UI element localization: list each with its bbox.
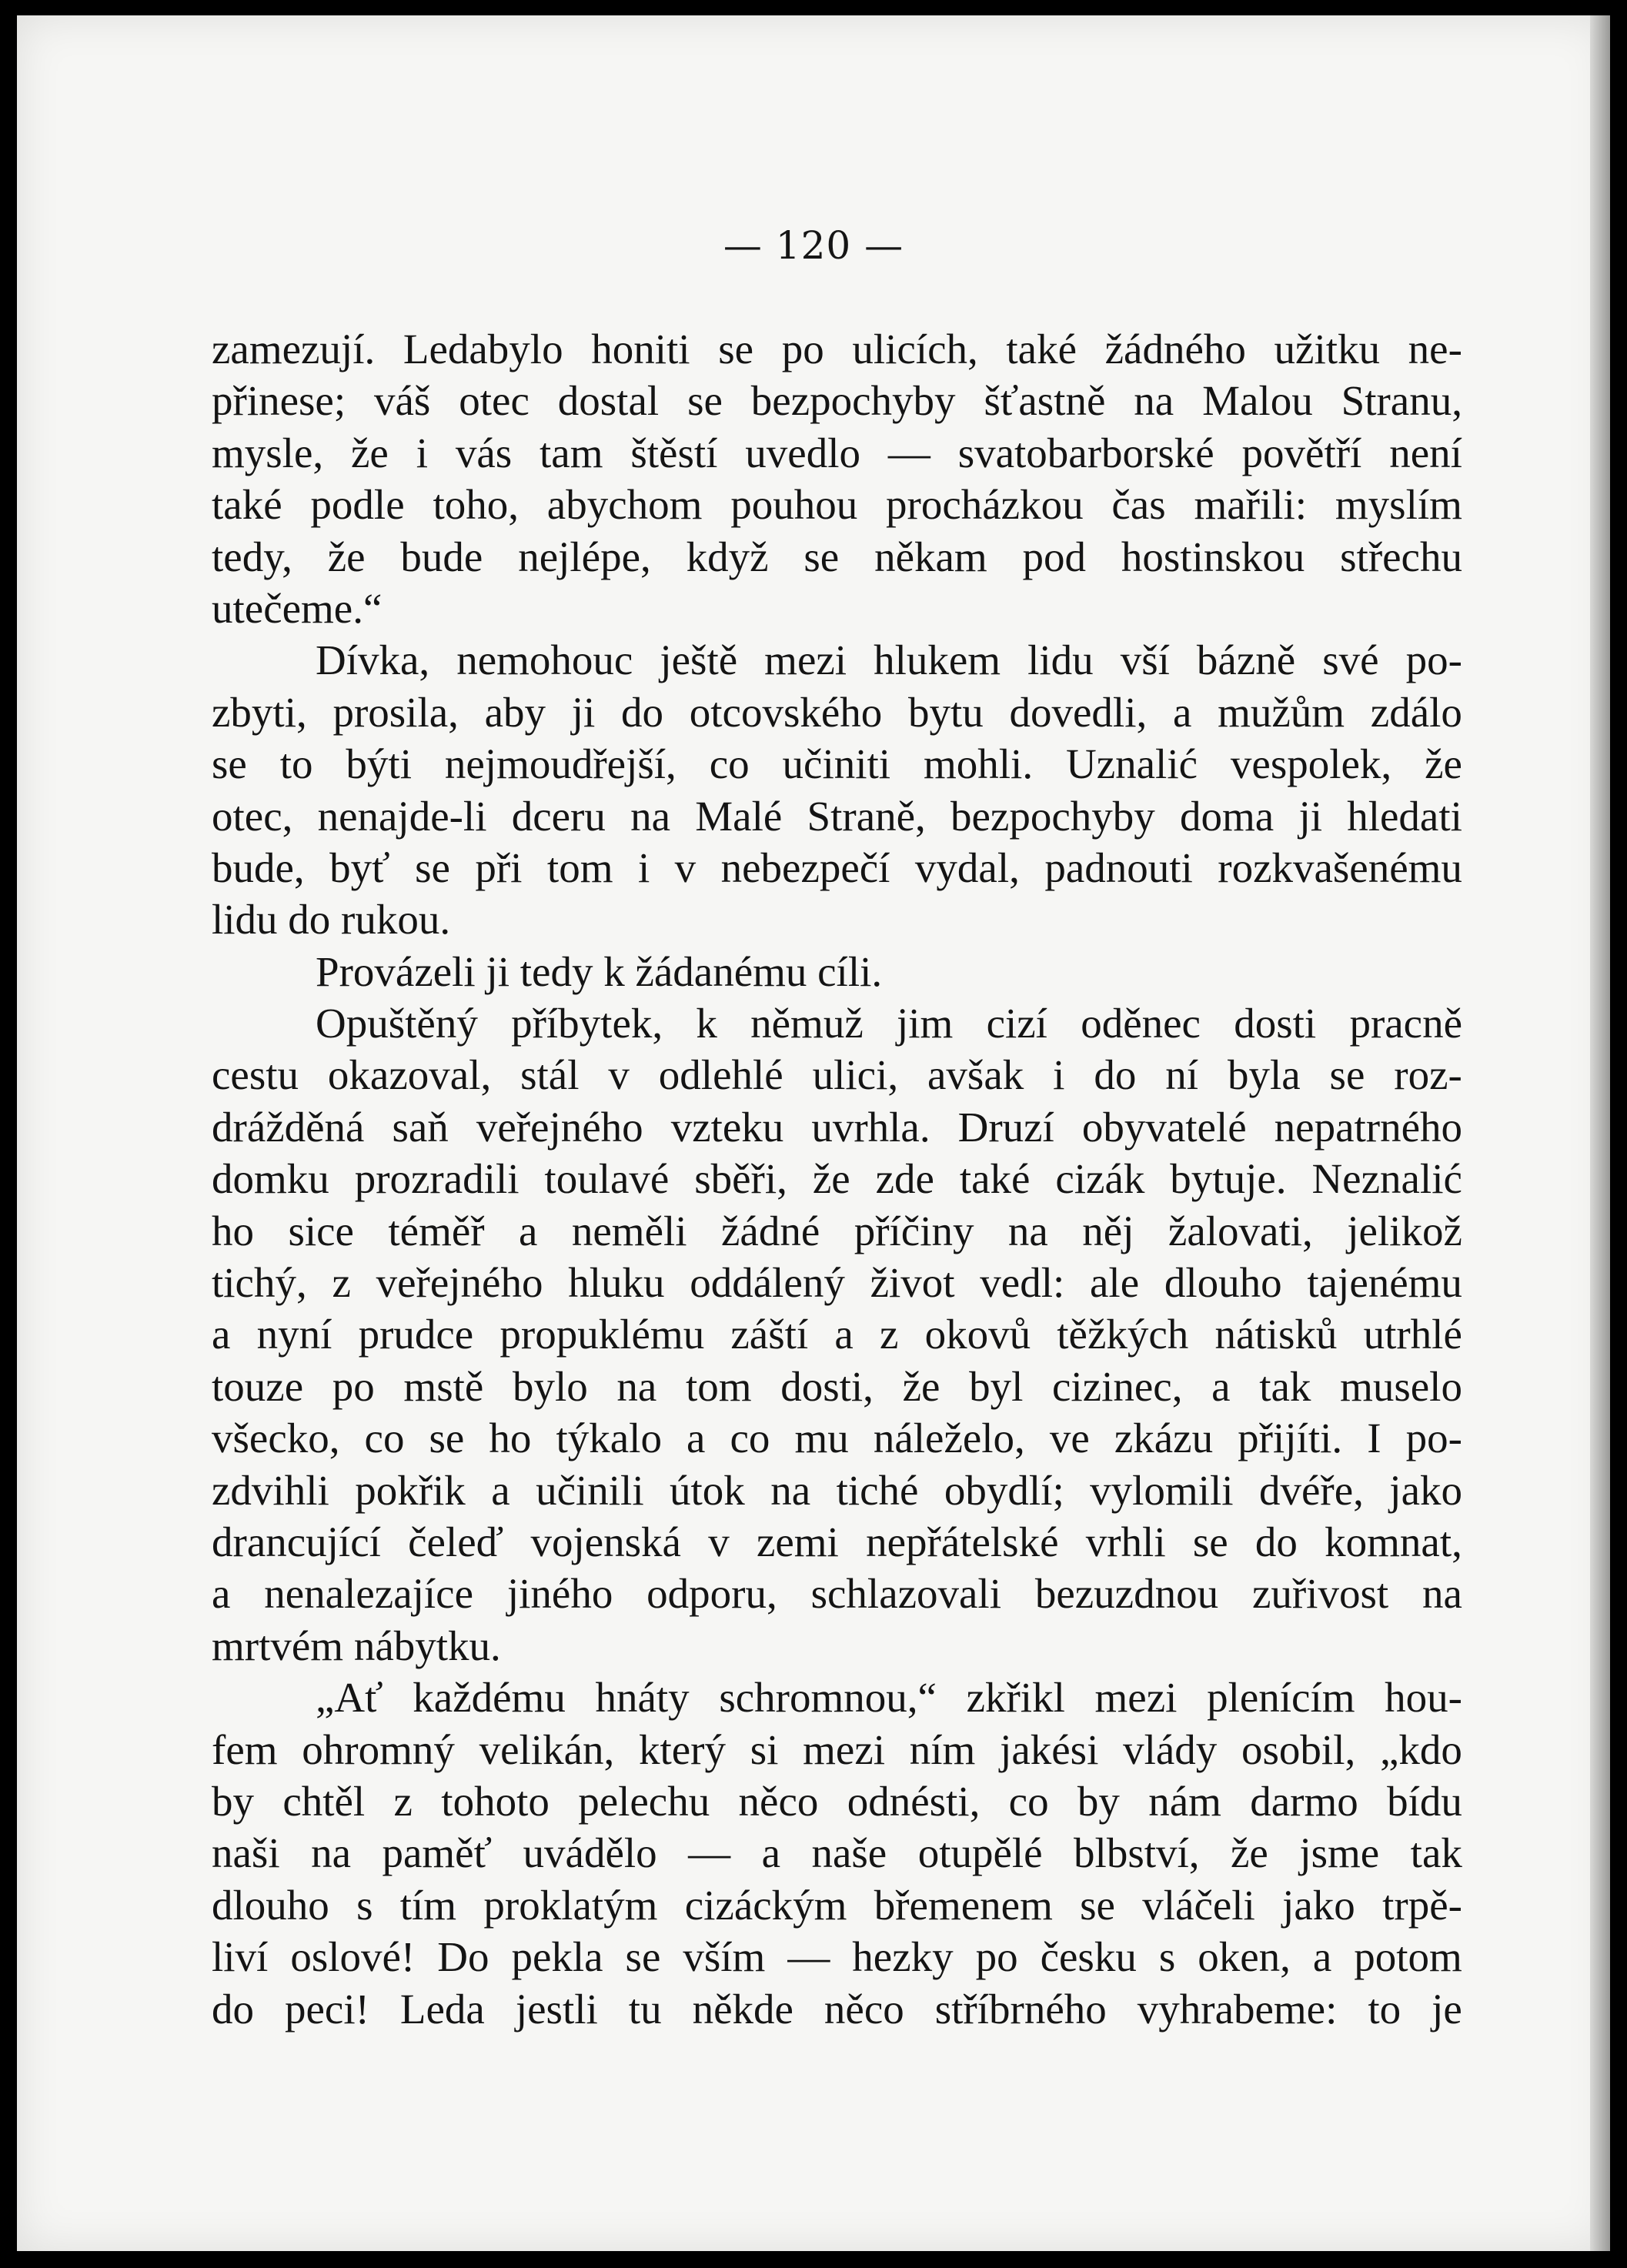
- text-line: se to býti nejmoudřejší, co učiniti mohli. Uznalić vespolek, že: [212, 740, 1462, 788]
- text-line: drancující čeleď vojenská v zemi nepřátelské vrhli se do komnat,: [212, 1518, 1462, 1565]
- text-line: utečeme.“: [212, 584, 383, 632]
- body-text: [212, 323, 1462, 2035]
- text-line: „Ať každému hnáty schromnou,“ zkřikl mezi plenícím hou-: [316, 1674, 1462, 1722]
- text-line: zbyti, prosila, aby ji do otcovského bytu dovedli, a mužům zdálo: [212, 688, 1462, 736]
- text-line: cestu okazoval, stál v odlehlé ulici, avšak i do ní byla se roz-: [212, 1051, 1462, 1099]
- text-line: ho sice téměř a neměli žádné příčiny na něj žalovati, jelikož: [212, 1207, 1462, 1254]
- text-line: zdvihli pokřik a učinili útok na tiché obydlí; vylomili dvéře, jako: [212, 1466, 1462, 1514]
- text-line: liví oslové! Do pekla se vším — hezky po česku s oken, a potom: [212, 1933, 1462, 1981]
- text-line: bude, byť se při tom i v nebezpečí vydal, padnouti rozkvašenému: [212, 843, 1462, 891]
- text-line: tichý, z veřejného hluku oddálený život vedl: ale dlouho tajenému: [212, 1259, 1462, 1307]
- text-line: otec, nenajde-li dceru na Malé Straně, bezpochyby doma ji hledati: [212, 792, 1462, 840]
- text-line: také podle toho, abychom pouhou procházkou čas mařili: myslím: [212, 481, 1462, 529]
- text-line: touze po mstě bylo na tom dosti, že byl cizinec, a tak muselo: [212, 1362, 1462, 1410]
- text-line: domku prozradili toulavé sběři, že zde také cizák bytuje. Neznalić: [212, 1155, 1462, 1203]
- text-line: mysle, že i vás tam štěstí uvedlo — svatobarborské povětří není: [212, 429, 1462, 476]
- page-edge: [1590, 15, 1610, 2251]
- text-line: tedy, že bude nejlépe, když se někam pod hostinskou střechu: [212, 533, 1462, 580]
- text-line: dlouho s tím proklatým cizáckým břemenem se vláčeli jako trpě-: [212, 1881, 1462, 1929]
- text-line: mrtvém nábytku.: [212, 1622, 501, 1669]
- text-line: Dívka, nemohouc ještě mezi hlukem lidu vší bázně své po-: [316, 636, 1462, 684]
- text-line: lidu do rukou.: [212, 896, 451, 944]
- text-line: fem ohromný velikán, který si mezi ním jakési vlády osobil, „kdo: [212, 1725, 1462, 1773]
- text-line: drážděná saň veřejného vzteku uvrhla. Druzí obyvatelé nepatrného: [212, 1103, 1462, 1151]
- text-line: Opuštěný příbytek, k němuž jim cizí oděnec dosti pracně: [316, 1000, 1462, 1047]
- text-line: přinese; váš otec dostal se bezpochyby šťastně na Malou Stranu,: [212, 377, 1462, 425]
- text-line: naši na paměť uvádělo — a naše otupělé blbství, že jsme tak: [212, 1829, 1462, 1877]
- text-line: všecko, co se ho týkalo a co mu náleželo, ve zkázu přijíti. I po-: [212, 1415, 1462, 1462]
- text-line: zamezují. Ledabylo honiti se po ulicích, také žádného užitku ne-: [212, 326, 1462, 372]
- text-line: a nyní prudce propuklému záští a z okovů těžkých nátisků utrhlé: [212, 1311, 1462, 1358]
- page-number: — 120 —: [723, 223, 904, 268]
- text-line: a nenalezajíce jiného odporu, schlazovali bezuzdnou zuřivost na: [212, 1570, 1462, 1618]
- text-line: Provázeli ji tedy k žádanému cíli.: [316, 947, 883, 995]
- text-line: do peci! Leda jestli tu někde něco stříbrného vyhrabeme: to je: [212, 1985, 1462, 2033]
- text-line: by chtěl z tohoto pelechu něco odnésti, co by nám darmo bídu: [212, 1777, 1462, 1825]
